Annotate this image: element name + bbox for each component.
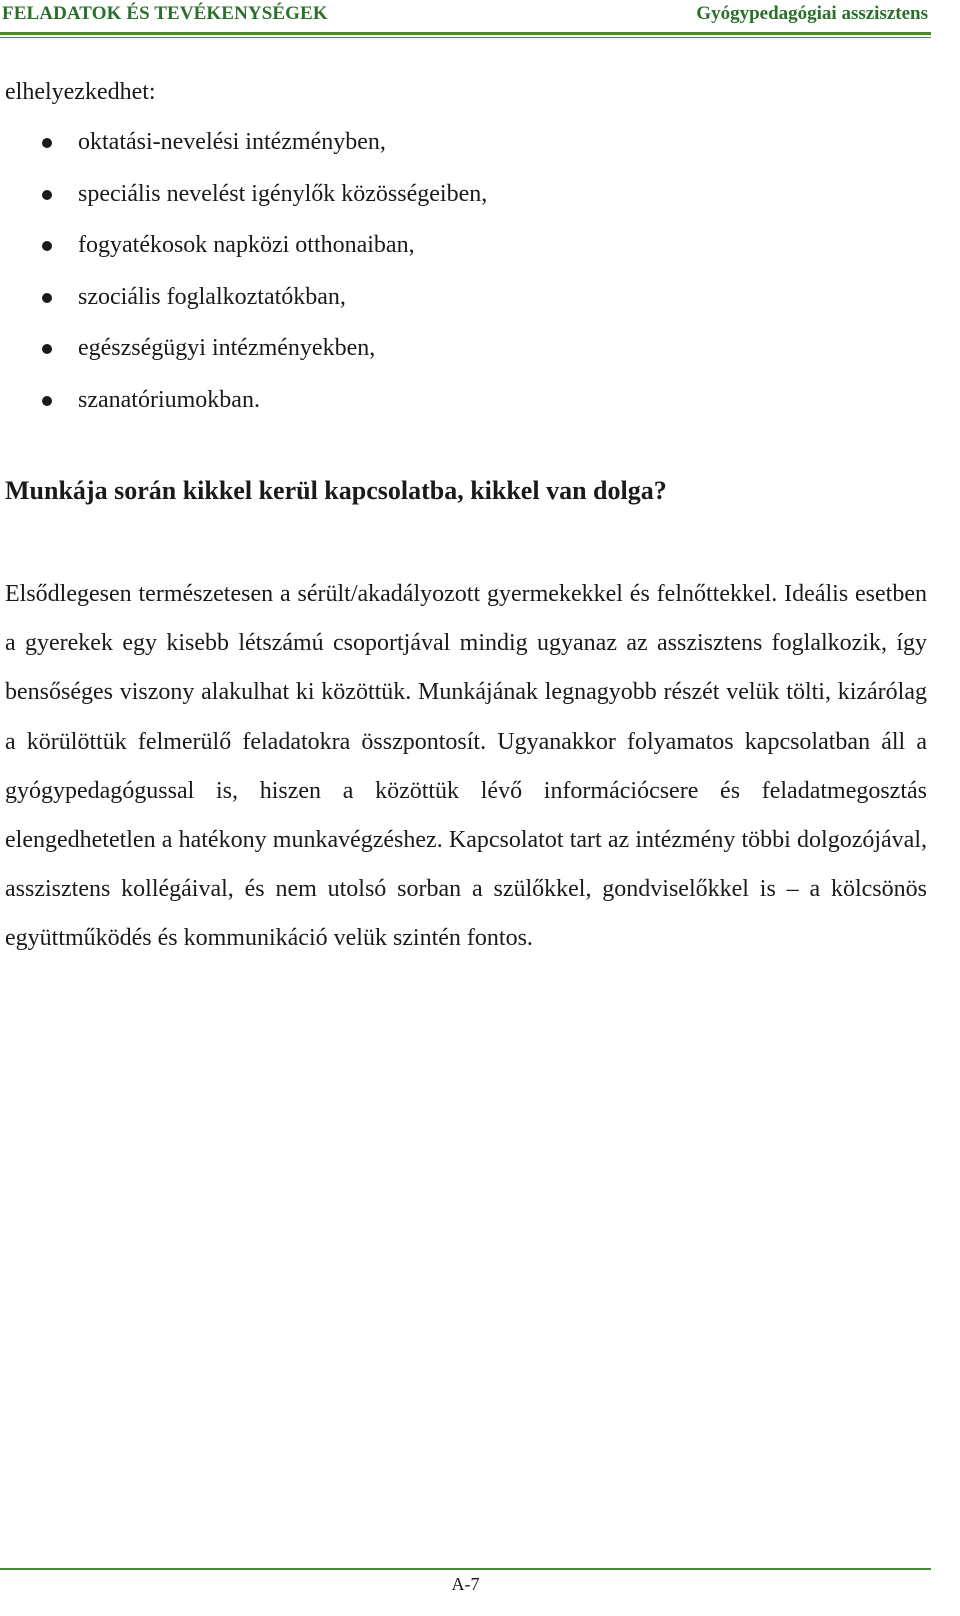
bullet-icon (42, 396, 52, 406)
list-item (5, 323, 927, 375)
bullet-icon (42, 293, 52, 303)
workplace-list (5, 117, 927, 426)
section-heading: Munkája során kikkel kerül kapcsolatba, kikkel van dolga? (5, 476, 667, 505)
footer-divider (0, 1568, 931, 1570)
bullet-icon (42, 241, 52, 251)
list-item-text: egészségügyi intézményekben, (78, 335, 376, 361)
list-item (5, 117, 927, 169)
list-item-text: fogyatékosok napközi otthonaiban, (78, 232, 415, 258)
list-item (5, 169, 927, 221)
list-item (5, 220, 927, 272)
list-item (5, 272, 927, 324)
list-item-text: oktatási-nevelési intézményben, (78, 129, 386, 155)
list-item (5, 375, 927, 427)
bullet-icon (42, 138, 52, 148)
page-number: A-7 (451, 1574, 480, 1594)
page-content (5, 68, 927, 952)
list-item-text: szanatóriumokban. (78, 386, 260, 413)
page-header (0, 0, 931, 30)
bullet-icon (42, 344, 52, 354)
bullet-icon (42, 190, 52, 200)
header-section-title: FELADATOK ÉS TEVÉKENYSÉGEK (2, 3, 328, 24)
body-paragraph: Elsődlegesen természetesen a sérült/akadályozott gyermekekkel és felnőttekkel. Ideális esetben a gyerekek egy kisebb létszámú csoportjával mindig ugyanaz az asszisztens foglalkozik, így bensőséges viszony alakulhat ki közöttük. Munkájának legnagyobb részét velük tölti, kizárólag a körülöttük felmerülő feladatokra összpontosít. Ugyanakkor folyamatos kapcsolatban áll a gyógypedagógussal is, hiszen a közöttük lévő információcsere és feladatmegosztás elengedhetetlen a hatékony munkavégzéshez. Kapcsolatot tart az intézmény többi dolgozójával, asszisztens kollégáival, és nem utolsó sorban a szülőkkel, gondviselőkkel is – a kölcsönös együttműködés és kommunikáció velük szintén fontos. (5, 581, 927, 952)
header-document-title: Gyógypedagógiai asszisztens (696, 3, 928, 24)
list-item-text: szociális foglalkoztatókban, (78, 283, 346, 310)
intro-text: elhelyezkedhet: (5, 79, 156, 105)
header-divider-thin (0, 37, 931, 38)
list-item-text: speciális nevelést igénylők közösségeiben, (78, 180, 488, 207)
header-divider (0, 32, 931, 35)
